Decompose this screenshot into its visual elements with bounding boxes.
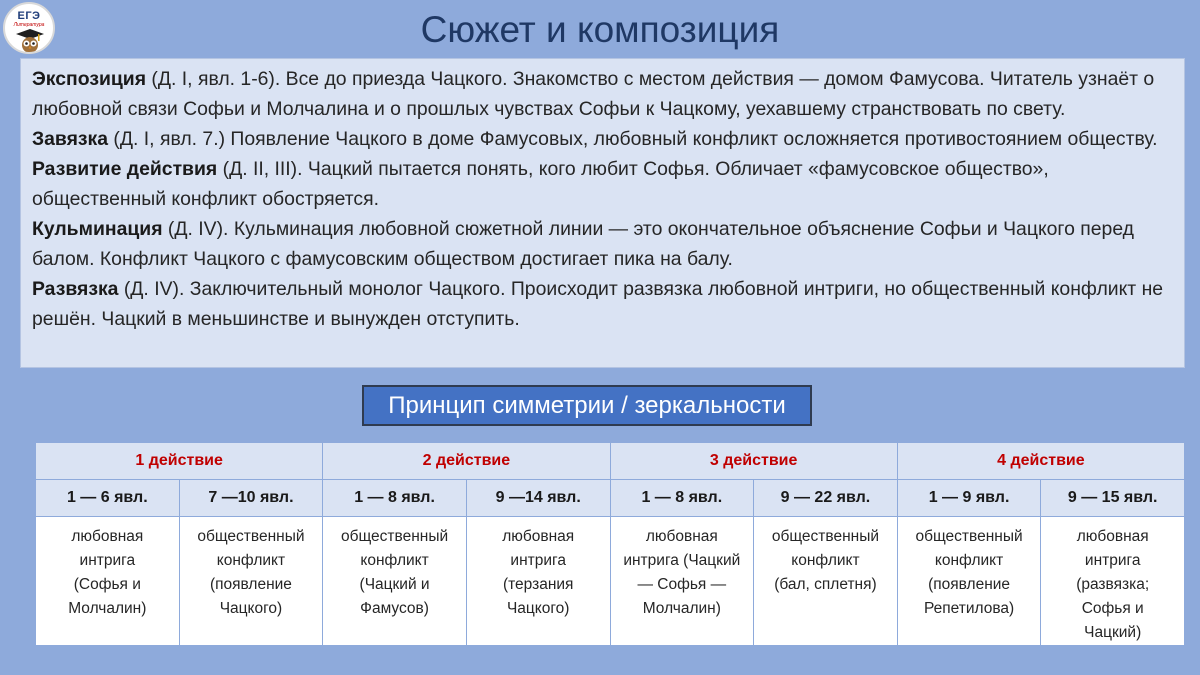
line: общественный [771, 528, 880, 545]
line: Фамусов) [360, 600, 429, 617]
description-cell [897, 517, 1041, 646]
act-cell: 4 действие [897, 443, 1184, 480]
range-cell: 1 — 8 явл. [610, 480, 754, 517]
text-climax: (Д. IV). Кульминация любовной сюжетной линии — это окончательное объяснение Софьи и Чацкого перед балом. Конфликт Чацкого с фамусовским обществом достигает пика на балу. [32, 218, 1134, 270]
line: Софья и [1081, 600, 1144, 617]
description-cell [610, 517, 754, 646]
description-cell [1041, 517, 1185, 646]
ranges-row [36, 480, 1185, 517]
descriptions-row [36, 517, 1185, 646]
composition-text [20, 58, 1185, 368]
range-cell: 9 — 22 явл. [754, 480, 898, 517]
range-cell: 1 — 6 явл. [36, 480, 180, 517]
term-development: Развитие действия [32, 158, 218, 180]
line: Чацкого) [219, 600, 283, 617]
range-cell: 1 — 9 явл. [897, 480, 1041, 517]
description-cell [466, 517, 610, 646]
act-cell: 1 действие [36, 443, 323, 480]
line: конфликт [934, 552, 1004, 569]
line: любовная [502, 528, 575, 545]
line: конфликт [360, 552, 429, 569]
line: интрига [510, 552, 566, 569]
range-cell: 9 — 15 явл. [1041, 480, 1185, 517]
page-title: Сюжет и композиция [420, 9, 780, 50]
range-cell: 1 — 8 явл. [323, 480, 467, 517]
text-exposition: (Д. I, явл. 1-6). Все до приезда Чацкого. Знакомство с местом действия — домом Фамусова. Читатель узнаёт о любовной связи Софьи и Молчалина и о прошлых чувствах Софьи к Чацкому, уехавшему странствовать по свету. [32, 68, 1155, 120]
act-cell: 3 действие [610, 443, 897, 480]
line: Репетилова) [923, 600, 1015, 617]
line: Молчалин) [642, 600, 721, 617]
line: любовная [1076, 528, 1149, 545]
logo-text: ЕГЭ [17, 10, 41, 22]
line: (развязка; [1076, 576, 1150, 593]
line: общественный [340, 528, 449, 545]
term-exposition: Экспозиция [32, 68, 147, 90]
line: интрига [1084, 552, 1141, 569]
term-denouement: Развязка [32, 278, 119, 300]
text-setup: (Д. I, явл. 7.) Появление Чацкого в доме Фамусовых, любовный конфликт осложняется противостоянием обществу. [108, 128, 1158, 150]
paragraph-exposition [32, 64, 1172, 124]
paragraph-denouement [32, 274, 1172, 334]
line: общественный [197, 528, 305, 545]
line: (Чацкий и [359, 576, 430, 593]
range-cell: 7 —10 явл. [179, 480, 323, 517]
symmetry-table [35, 442, 1185, 646]
line: любовная [71, 528, 144, 545]
line: любовная [645, 528, 718, 545]
text-development: (Д. II, III). Чацкий пытается понять, кого любит Софья. Обличает «фамусовское общество», общественный конфликт обостряется. [32, 158, 1049, 210]
line: (появление [209, 576, 292, 593]
line: — Софья — [637, 576, 727, 593]
line: Молчалин) [68, 600, 147, 617]
logo-subtitle: Литература [13, 22, 45, 28]
term-climax: Кульминация [32, 218, 163, 240]
line: конфликт [216, 552, 286, 569]
line: Чацкий) [1084, 624, 1142, 641]
act-cell: 2 действие [323, 443, 610, 480]
term-setup: Завязка [32, 128, 109, 150]
line: интрига (Чацкий [623, 552, 741, 569]
line: Чацкого) [506, 600, 570, 617]
line: конфликт [791, 552, 860, 569]
line: (терзания [502, 576, 574, 593]
principle-banner: Принцип симметрии / зеркальности [362, 385, 812, 426]
line: (появление [928, 576, 1011, 593]
line: общественный [915, 528, 1023, 545]
line: (Софья и [73, 576, 141, 593]
description-cell [323, 517, 467, 646]
acts-row [36, 443, 1185, 480]
text-denouement: (Д. IV). Заключительный монолог Чацкого. Происходит развязка любовной интриги, но общественный конфликт не решён. Чацкий в меньшинстве и вынужден отступить. [32, 278, 1164, 330]
line: (бал, сплетня) [774, 576, 877, 593]
range-cell: 9 —14 явл. [466, 480, 610, 517]
line: интрига [79, 552, 136, 569]
description-cell [179, 517, 323, 646]
description-cell [754, 517, 898, 646]
paragraph-climax [32, 214, 1172, 274]
paragraph-setup [32, 124, 1172, 214]
description-cell [36, 517, 180, 646]
